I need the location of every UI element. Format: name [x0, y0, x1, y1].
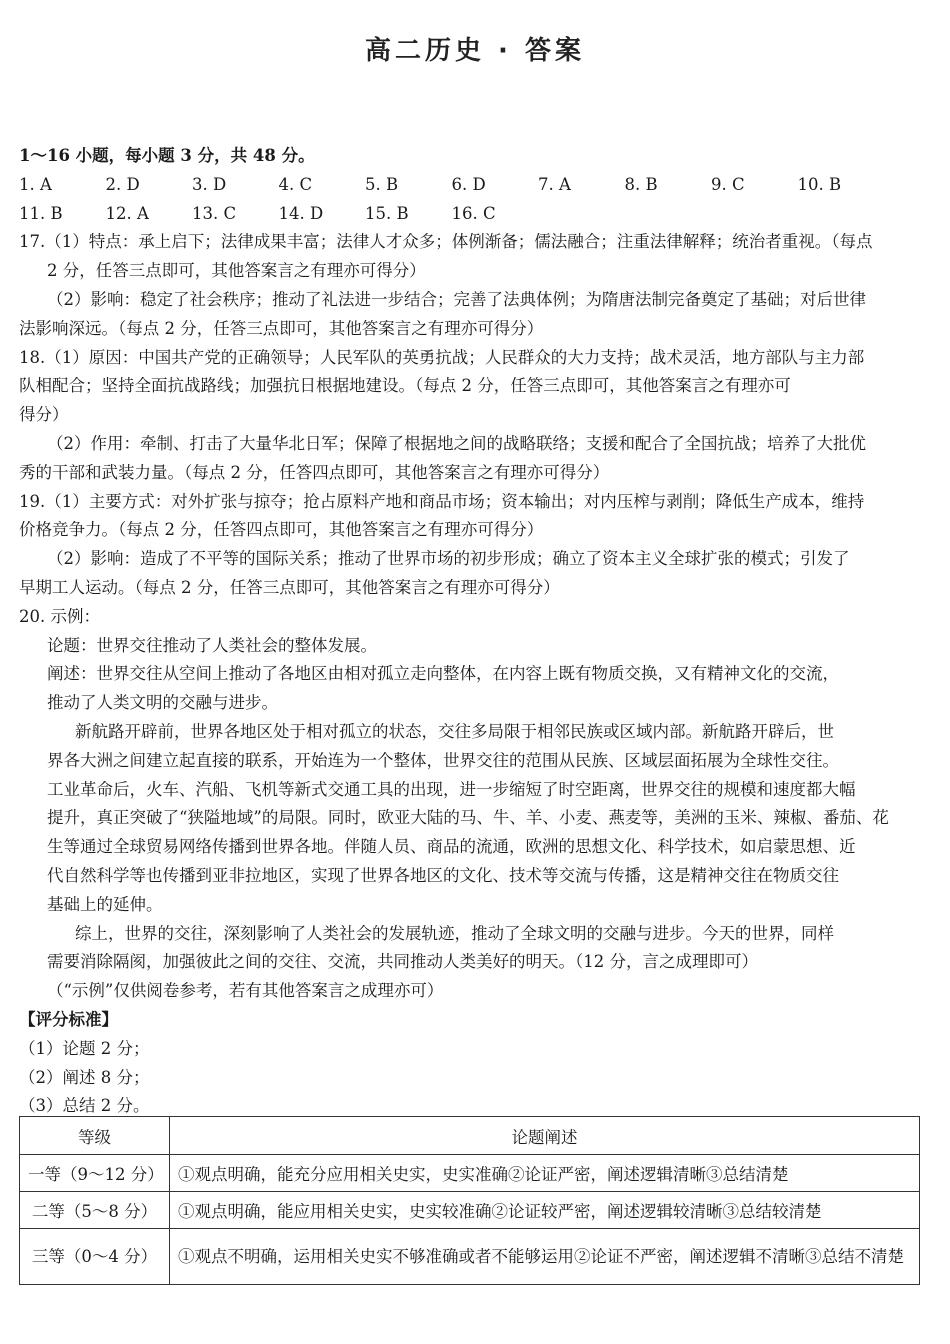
mc-answer: 7. A [538, 174, 571, 194]
grade-level: 一等（9～12 分） [20, 1155, 170, 1192]
q18-line: 秀的干部和武装力量。（每点 2 分，任答四点即可，其他答案言之有理亦可得分） [19, 462, 610, 482]
mc-answers-row-2 [19, 200, 924, 229]
answer-content [19, 142, 924, 1121]
q18-line: 18.（1）原因：中国共产党的正确领导；人民军队的英勇抗战；人民群众的大力支持；战术灵活，地方部队与主力部 [19, 347, 865, 367]
rubric-item: （2）阐述 8 分； [19, 1067, 150, 1087]
q19-line: 19.（1）主要方式：对外扩张与掠夺；抢占原料产地和商品市场；资本输出；对内压榨与剥削；降低生产成本，维持 [19, 491, 865, 511]
table-row [20, 1229, 920, 1285]
mc-answer: 5. B [365, 174, 399, 194]
q20-paragraph: 基础上的延伸。 [47, 894, 163, 914]
q20-paragraph: 提升，真正突破了“狭隘地域”的局限。同时，欧亚大陆的马、牛、羊、小麦、燕麦等，美洲的玉米、辣椒、番茄、花 [47, 808, 889, 828]
q19-line: （2）影响：造成了不平等的国际关系；推动了世界市场的初步形成；确立了资本主义全球扩张的模式；引发了 [47, 549, 850, 569]
q17-line: 17.（1）特点：承上启下；法律成果丰富；法律人才众多；体例渐备；儒法融合；注重法律解释；统治者重视。（每点 [19, 232, 873, 252]
table-row [20, 1192, 920, 1229]
q20-elaboration: 阐述：世界交往从空间上推动了各地区由相对孤立走向整体，在内容上既有物质交换，又有精神文化的交流， [47, 664, 839, 684]
table-header-level: 等级 [20, 1117, 170, 1155]
mc-answer: 2. D [105, 174, 140, 194]
q20-paragraph: 生等通过全球贸易网络传播到世界各地。伴随人员、商品的流通，欧洲的思想文化、科学技术，如启蒙思想、近 [47, 837, 856, 857]
q20-paragraph: 新航路开辟前，世界各地区处于相对孤立的状态，交往多局限于相邻民族或区域内部。新航路开辟后，世 [75, 721, 834, 741]
mc-answer: 15. B [365, 203, 409, 223]
q18-line: 队相配合；坚持全面抗战路线；加强抗日根据地建设。（每点 2 分，任答三点即可，其他答案言之有理亦可 [19, 376, 791, 396]
q18-line: （2）作用：牵制、打击了大量华北日军；保障了根据地之间的战略联络；支援和配合了全国抗战；培养了大批优 [47, 433, 866, 453]
q19-line: 早期工人运动。（每点 2 分，任答三点即可，其他答案言之有理亦可得分） [19, 577, 560, 597]
grade-level: 二等（5～8 分） [20, 1192, 170, 1229]
q20-conclusion: 需要消除隔阂，加强彼此之间的交往、交流，共同推动人类美好的明天。（12 分，言之成理即可） [47, 952, 758, 972]
grading-table [19, 1116, 920, 1285]
rubric-item: （1）论题 2 分； [19, 1038, 150, 1058]
mc-answer: 11. B [19, 203, 63, 223]
q20-note: （“示例”仅供阅卷参考，若有其他答案言之成理亦可） [47, 981, 444, 1001]
mc-answer: 8. B [624, 174, 658, 194]
q20-conclusion: 综上，世界的交往，深刻影响了人类社会的发展轨迹，推动了全球文明的交融与进步。今天的世界，同样 [75, 923, 834, 943]
table-header-row [20, 1117, 920, 1155]
table-header-desc: 论题阐述 [170, 1117, 920, 1155]
table-row [20, 1155, 920, 1192]
grade-criteria: ①观点不明确，运用相关史实不够准确或者不能够运用②论证不严密，阐述逻辑不清晰③总结不清楚 [170, 1229, 920, 1285]
page-title: 高二历史 · 答案 [365, 36, 585, 66]
mc-answer: 3. D [192, 174, 227, 194]
q18-line: 得分） [19, 405, 69, 425]
mc-answer: 16. C [451, 203, 496, 223]
q20-elaboration: 推动了人类文明的交融与进步。 [47, 693, 278, 713]
q20-paragraph: 工业革命后，火车、汽船、飞机等新式交通工具的出现，进一步缩短了时空距离，世界交往的规模和速度都大幅 [47, 779, 856, 799]
grade-criteria: ①观点明确，能充分应用相关史实，史实准确②论证严密，阐述逻辑清晰③总结清楚 [170, 1155, 920, 1192]
mc-answer: 12. A [105, 203, 149, 223]
mc-answers-row-1 [19, 171, 924, 200]
mc-intro: 1～16 小题，每小题 3 分，共 48 分。 [19, 146, 315, 165]
mc-answer: 13. C [192, 203, 237, 223]
q20-paragraph: 代自然科学等也传播到亚非拉地区，实现了世界各地区的文化、技术等交流与传播，这是精神交往在物质交往 [47, 865, 839, 885]
q20-line: 20. 示例： [19, 606, 100, 626]
mc-answer: 14. D [278, 203, 324, 223]
q17-line: （2）影响：稳定了社会秩序；推动了礼法进一步结合；完善了法典体例；为隋唐法制完备奠定了基础；对后世律 [47, 289, 866, 309]
q17-line: 法影响深远。（每点 2 分，任答三点即可，其他答案言之有理亦可得分） [19, 318, 544, 338]
grade-level: 三等（0～4 分） [20, 1229, 170, 1285]
mc-answer: 9. C [711, 174, 745, 194]
mc-answer: 4. C [278, 174, 313, 194]
grade-criteria: ①观点明确，能应用相关史实，史实较准确②论证较严密，阐述逻辑较清晰③总结较清楚 [170, 1192, 920, 1229]
rubric-item: （3）总结 2 分。 [19, 1096, 150, 1116]
mc-answer: 6. D [451, 174, 486, 194]
mc-answer: 1. A [19, 174, 52, 194]
mc-answer: 10. B [797, 174, 842, 194]
rubric-heading: 【评分标准】 [19, 1009, 118, 1029]
q20-thesis: 论题：世界交往推动了人类社会的整体发展。 [47, 635, 377, 655]
q20-paragraph: 界各大洲之间建立起直接的联系，开始连为一个整体，世界交往的范围从民族、区域层面拓展为全球性交往。 [47, 750, 839, 770]
q19-line: 价格竞争力。（每点 2 分，任答四点即可，其他答案言之有理亦可得分） [19, 520, 544, 540]
q17-line: 2 分，任答三点即可，其他答案言之有理亦可得分） [47, 261, 426, 281]
